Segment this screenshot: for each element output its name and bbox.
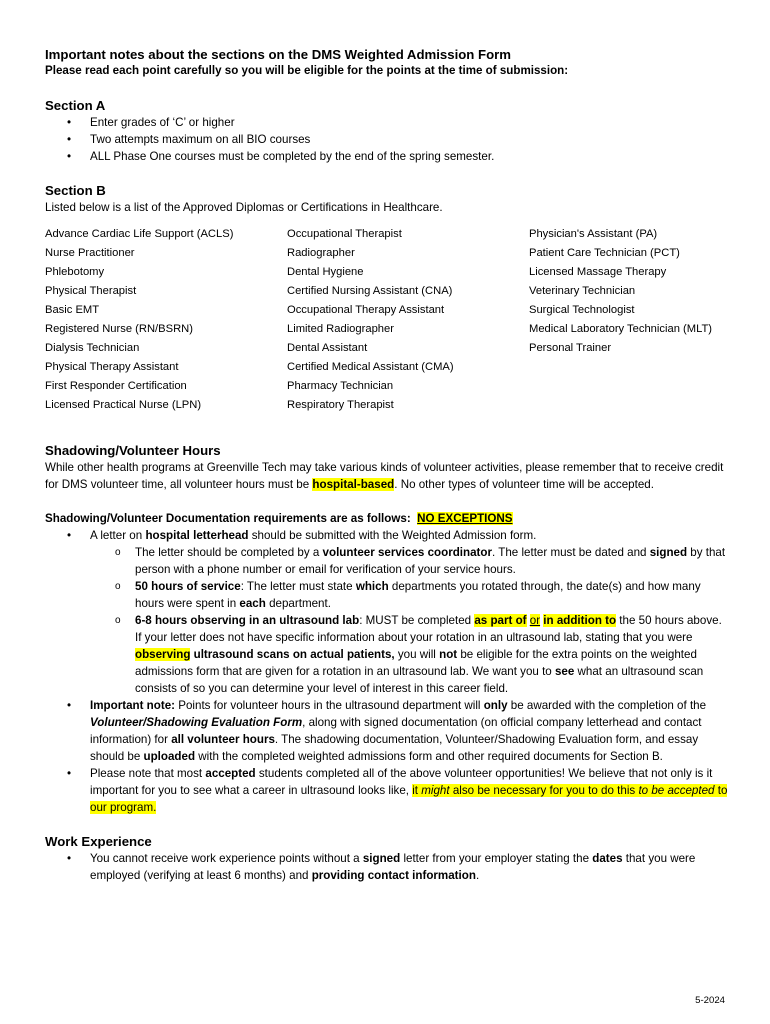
cert-item: Licensed Massage Therapy [529,266,667,278]
cert-item: Occupational Therapist [287,228,402,240]
list-item: • Please note that most accepted students completed all of the above volunteer opportunities! We believe that not only is it important for you to see what a career in ultrasound looks like, it might also be necessary for you to do this to be accepted to our program. [45,765,730,816]
list-item: • Important note: Points for volunteer hours in the ultrasound department will only be awarded with the completion of the Volunteer/Shadowing Evaluation Form, along with signed documentation (on official company letterhead and contact information) for all volunteer hours. The shadowing documentation, Volunteer/Shadowing Evaluation form, and essay should be uploaded with the completed weighted admissions form and other required documents for Section B. [45,697,730,765]
requirements-heading: Shadowing/Volunteer Documentation requirements are as follows: NO EXCEPTIONS [45,512,513,525]
cert-item-empty [529,377,730,396]
sublist-item: o 50 hours of service: The letter must state which departments you rotated through, the date(s) and how many hours were spent in each department. [45,578,730,612]
no-exceptions-flag: NO EXCEPTIONS [417,512,513,525]
document-page [45,46,730,884]
letter-sublist [45,544,730,697]
cert-item: Dental Hygiene [287,266,364,278]
work-experience-heading: Work Experience [45,834,152,849]
section-b-intro: Listed below is a list of the Approved Diplomas or Certifications in Healthcare. [45,201,443,214]
cert-item: Medical Laboratory Technician (MLT) [529,323,713,335]
cert-item-empty [529,396,730,415]
cert-item: Nurse Practitioner [45,247,135,259]
cert-item: Advance Cardiac Life Support (ACLS) [45,228,234,240]
cert-item-empty [529,358,730,377]
list-item: • Two attempts maximum on all BIO courses [45,131,730,148]
cert-item: First Responder Certification [45,380,187,392]
cert-item: Certified Medical Assistant (CMA) [287,361,454,373]
shadowing-heading: Shadowing/Volunteer Hours [45,443,221,458]
cert-item: Physical Therapy Assistant [45,361,179,373]
shadowing-intro: While other health programs at Greenville Tech may take various kinds of volunteer activities, please remember that to receive credit for DMS volunteer time, all volunteer hours must be hospital-based. No other types of volunteer time will be accepted. [45,461,724,491]
cert-item: Radiographer [287,247,355,259]
cert-item: Occupational Therapy Assistant [287,304,445,316]
cert-item: Registered Nurse (RN/BSRN) [45,323,193,335]
certification-grid [45,225,730,415]
cert-item: Phlebotomy [45,266,105,278]
cert-item: Dental Assistant [287,342,368,354]
section-a-heading: Section A [45,98,106,113]
footer-date: 5-2024 [695,995,725,1006]
list-item: • Enter grades of ‘C’ or higher [45,114,730,131]
requirements-list [45,527,730,816]
page-subtitle: Please read each point carefully so you will be eligible for the points at the time of submission: [45,64,569,77]
cert-item: Veterinary Technician [529,285,636,297]
sublist-item: o 6-8 hours observing in an ultrasound lab: MUST be completed as part of or in addition to the 50 hours above. If your letter does not have specific information about your rotation in an ultrasound lab, stating that you were observing ultrasound scans on actual patients, you will not be eligible for the extra points on the weighted admissions form that are given for a rotation in an ultrasound lab. We want you to see what an ultrasound scan consists of so you can determine your level of interest in this career field. [45,612,730,697]
cert-item: Pharmacy Technician [287,380,394,392]
page-title: Important notes about the sections on the DMS Weighted Admission Form [45,47,511,62]
cert-item: Surgical Technologist [529,304,635,316]
section-b-heading: Section B [45,183,106,198]
sublist-item: o The letter should be completed by a volunteer services coordinator. The letter must be dated and signed by that person with a phone number or email for verification of your service hours. [45,544,730,578]
list-item: • You cannot receive work experience points without a signed letter from your employer stating the dates that you were employed (verifying at least 6 months) and providing contact information. [45,850,730,884]
cert-item: Limited Radiographer [287,323,394,335]
cert-item: Physician's Assistant (PA) [529,228,658,240]
cert-item: Patient Care Technician (PCT) [529,247,680,259]
cert-item: Basic EMT [45,304,100,316]
cert-item: Licensed Practical Nurse (LPN) [45,399,202,411]
work-list [45,850,730,884]
cert-item: Personal Trainer [529,342,612,354]
cert-item: Dialysis Technician [45,342,140,354]
cert-item: Certified Nursing Assistant (CNA) [287,285,453,297]
list-item: • ALL Phase One courses must be completed by the end of the spring semester. [45,148,730,165]
section-a-list [45,114,730,165]
cert-item: Physical Therapist [45,285,137,297]
cert-item: Respiratory Therapist [287,399,394,411]
list-item: • A letter on hospital letterhead should be submitted with the Weighted Admission form. o The letter should be completed by a volunteer services coordinator. The letter must be dated and signed by that person with a phone number or email for verification of your service hours. o 50 hours of service: The letter must state which departments you rotated through, the date(s) and how many hours were spent in each department. o 6-8 hours observing in an ultrasound lab: MUST be completed as part of or in addition to the 50 hours above. If your letter does not have specific information about your rotation in an ultrasound lab, stating that you were observing ultrasound scans on actual patients, you will not be eligible for the extra points on the weighted admissions form that are given for a rotation in an ultrasound lab. We want you to see what an ultrasound scan consists of so you can determine your level of interest in this career field. [45,527,730,697]
